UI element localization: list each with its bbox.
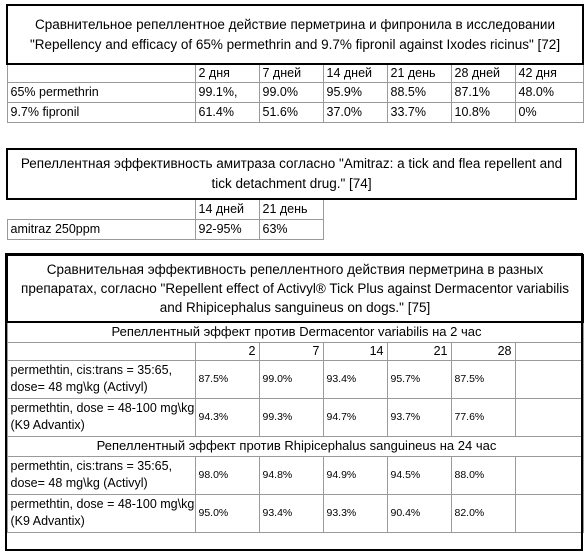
cell: 93.4% (323, 360, 387, 398)
cell: 94.5% (387, 456, 451, 494)
cell: 93.7% (387, 398, 451, 436)
cell: 95.7% (387, 360, 451, 398)
cell: 99.1%, (195, 82, 259, 102)
table-permethrin-preparations (6, 254, 584, 533)
cell: 94.7% (323, 398, 387, 436)
table1-header: 28 дней (451, 64, 515, 82)
table1-title: Сравнительное репеллентное действие перметрина и фипронила в исследовании "Repellency and efficacy of 65% permethrin and 9.7% fipronil against Ixodes ricinus" [72] (7, 5, 583, 64)
cell: 87.5% (195, 360, 259, 398)
row-label: permethtin, cis:trans = 35:65, dose= 48 mg\kg (Activyl) (7, 360, 195, 398)
table-row (7, 219, 576, 239)
cell: 88.5% (387, 82, 451, 102)
table-row (7, 82, 583, 102)
cell: 33.7% (387, 102, 451, 122)
cell: 93.4% (259, 494, 323, 532)
table1-header: 7 дней (259, 64, 323, 82)
cell: 95.0% (195, 494, 259, 532)
section1-header: 14 (323, 342, 387, 360)
cell: 94.3% (195, 398, 259, 436)
table2-header: 14 дней (195, 199, 259, 219)
cell: 90.4% (387, 494, 451, 532)
section1-header: 28 (451, 342, 515, 360)
table1-header: 42 дня (515, 64, 583, 82)
cell: 95.9% (323, 82, 387, 102)
row-label: permethtin, dose = 48-100 mg\kg (K9 Advantix) (7, 494, 195, 532)
section1-title: Репеллентный эффект против Dermacentor variabilis на 2 час (7, 322, 583, 342)
cell: 94.9% (323, 456, 387, 494)
row-label: amitraz 250ppm (7, 219, 195, 239)
cell: 92-95% (195, 219, 259, 239)
table1-header: 21 день (387, 64, 451, 82)
table-row (7, 456, 583, 494)
table-amitraz (6, 148, 577, 240)
cell: 88.0% (451, 456, 515, 494)
row-label: 65% permethrin (7, 82, 195, 102)
cell: 99.0% (259, 82, 323, 102)
cell: 61.4% (195, 102, 259, 122)
table-row (7, 360, 583, 398)
table1-header: 14 дней (323, 64, 387, 82)
cell: 87.1% (451, 82, 515, 102)
row-label: 9.7% fipronil (7, 102, 195, 122)
table1-header-empty (7, 64, 195, 82)
cell: 98.0% (195, 456, 259, 494)
cell: 93.3% (323, 494, 387, 532)
cell: 10.8% (451, 102, 515, 122)
cell: 99.0% (259, 360, 323, 398)
cell: 94.8% (259, 456, 323, 494)
cell: 51.6% (259, 102, 323, 122)
cell: 99.3% (259, 398, 323, 436)
row-label: permethtin, cis:trans = 35:65, dose= 48 mg\kg (Activyl) (7, 456, 195, 494)
table2-title: Репеллентная эффективность амитраза согласно "Amitraz: a tick and flea repellent and tick detachment drug." [74] (7, 149, 576, 199)
row-label: permethtin, dose = 48-100 mg\kg (K9 Advantix) (7, 398, 195, 436)
cell: 37.0% (323, 102, 387, 122)
cell: 77.6% (451, 398, 515, 436)
cell: 48.0% (515, 82, 583, 102)
cell: 0% (515, 102, 583, 122)
table-permethrin-fipronil (6, 4, 584, 123)
table-row (7, 102, 583, 122)
section1-header: 7 (259, 342, 323, 360)
cell: 87.5% (451, 360, 515, 398)
table2-header: 21 день (259, 199, 323, 219)
section1-header: 21 (387, 342, 451, 360)
cell: 82.0% (451, 494, 515, 532)
cell: 63% (259, 219, 323, 239)
section1-header: 2 (195, 342, 259, 360)
table3-title: Сравнительная эффективность репеллентного действия перметрина в разных препаратах, согласно "Repellent effect of Activyl® Tick Plus against Dermacentor variabilis and Rhipicephalus sanguineus on dogs." [75] (7, 255, 583, 322)
table-row (7, 494, 583, 532)
table-row (7, 398, 583, 436)
table1-header: 2 дня (195, 64, 259, 82)
section2-title: Репеллентный эффект против Rhipicephalus sanguineus на 24 час (7, 436, 583, 456)
